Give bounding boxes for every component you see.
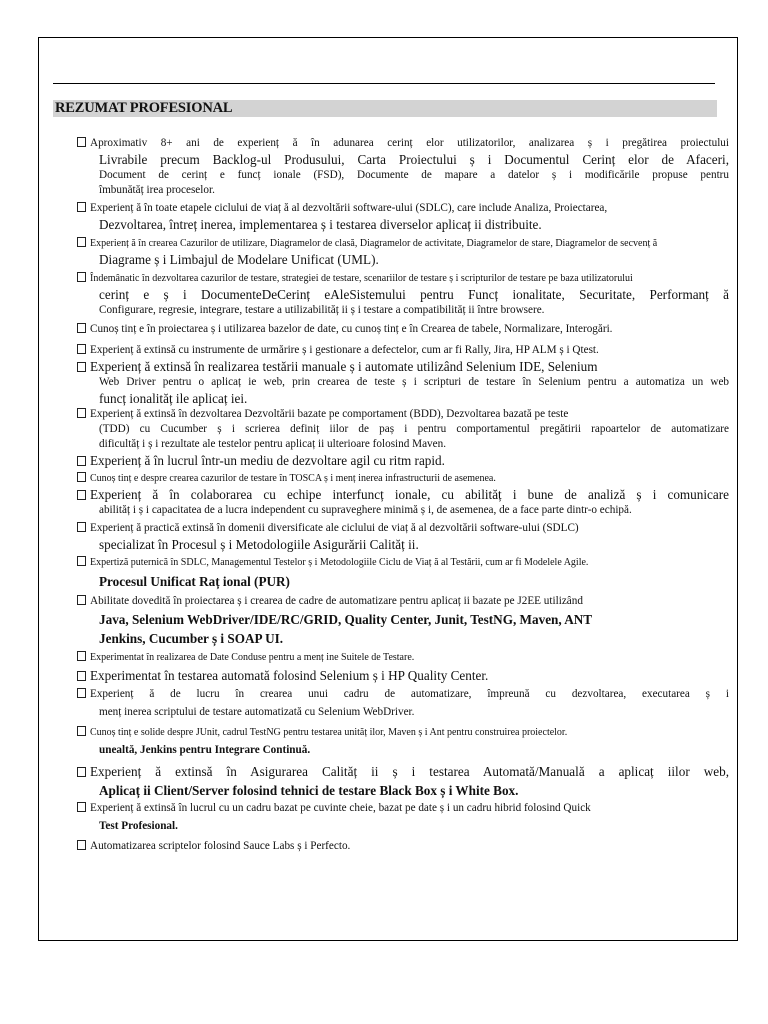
item-line: unealtă, Jenkins pentru Integrare Continuă. (99, 744, 311, 756)
item-line: dificultăț i ș i rezultate ale testelor pentru aplicaț ii ulterioare folosind Maven. (99, 438, 446, 450)
item-line: Diagrame ș i Limbajul de Modelare Unificat (UML). (99, 252, 379, 267)
item-line: Experimentat în realizarea de Date Conduse pentru a menț ine Suitele de Testare. (90, 652, 415, 663)
empty-box-icon (77, 237, 86, 247)
item-line: Experienț ă în colaborarea cu echipe interfuncț ionale, cu abilităț i bune de analiză ș i comunicare (90, 487, 729, 502)
empty-box-icon (77, 671, 86, 681)
item-line: funcț ionalităț ile aplicaț iei. (99, 391, 248, 406)
empty-box-icon (77, 362, 86, 372)
item-line: Procesul Unificat Raț ional (PUR) (99, 574, 290, 589)
list-item (77, 839, 729, 854)
empty-box-icon (77, 840, 86, 850)
empty-box-icon (77, 272, 86, 282)
list-item (77, 136, 729, 198)
empty-box-icon (77, 202, 86, 212)
empty-box-icon (77, 344, 86, 354)
empty-box-icon (77, 595, 86, 605)
empty-box-icon (77, 323, 86, 333)
item-line: (TDD) cu Cucumber ș i scrierea definiț iilor de paș i pentru comportamentul pregătirii rapoartelor de automatizare (99, 423, 729, 435)
item-line: Aplicaț ii Client/Server folosind tehnici de testare Black Box ș i White Box. (99, 783, 519, 798)
item-line: Experimentat în testarea automată folosind Selenium ș i HP Quality Center. (90, 668, 489, 683)
item-line: Experienț ă extinsă în realizarea testării manuale ș i automate utilizând Selenium IDE, Selenium (90, 359, 598, 374)
item-line: Document de cerinț e funcț ionale (FSD), Documente de mapare a datelor ș i modificările propuse pentru (99, 169, 729, 181)
item-line: abilităț i ș i capacitatea de a lucra independent cu supraveghere minimă ș i, de asemenea, de a face parte dintr-o echipă. (99, 504, 632, 516)
list-item (77, 407, 729, 452)
empty-box-icon (77, 726, 86, 736)
list-item (77, 343, 729, 358)
empty-box-icon (77, 456, 86, 466)
empty-box-icon (77, 688, 86, 698)
list-item (77, 801, 729, 837)
item-line: Experienț ă extinsă în dezvoltarea Dezvoltării bazate pe comportament (BDD), Dezvoltarea bazată pe teste (90, 408, 569, 420)
list-item (77, 322, 729, 337)
item-line: îmbunătăț irea proceselor. (99, 184, 215, 196)
item-line: Dezvoltarea, întreț inerea, implementarea ș i testarea diverselor aplicaț ii distribuite. (99, 217, 542, 232)
item-line: Expertiză puternică în SDLC, Managementul Testelor ș i Metodologiile Ciclu de Viaț ă al Testării, cum ar fi Modelele Agile. (90, 557, 589, 568)
empty-box-icon (77, 472, 86, 482)
item-line: Experienț ă practică extinsă în domenii diversificate ale ciclului de viaț ă al dezvoltării software-ului (SDLC) (90, 522, 579, 534)
list-item (77, 471, 729, 486)
item-line: Automatizarea scriptelor folosind Sauce Labs ș i Perfecto. (90, 840, 351, 852)
list-item (77, 521, 729, 553)
empty-box-icon (77, 802, 86, 812)
list-item (77, 452, 729, 469)
item-line: Îndemânatic în dezvoltarea cazurilor de testare, strategiei de testare, scenariilor de testare ș i scripturilor de testare pe baza utilizatorului (90, 273, 633, 284)
item-line: Jenkins, Cucumber ș i SOAP UI. (99, 631, 284, 646)
list-item (77, 763, 729, 801)
item-line: Java, Selenium WebDriver/IDE/RC/GRID, Quality Center, Junit, TestNG, Maven, ANT (99, 612, 593, 627)
list-item (77, 555, 729, 590)
empty-box-icon (77, 767, 86, 777)
item-line: Experienț ă extinsă în Asigurarea Calităț ii ș i testarea Automată/Manuală a aplicaț iilor web, (90, 764, 729, 779)
empty-box-icon (77, 490, 86, 500)
list-item (77, 271, 729, 318)
list-item (77, 650, 729, 665)
item-line: Abilitate dovedită în proiectarea ș i crearea de cadre de automatizare pentru aplicaț ii bazate pe J2EE utilizând (90, 595, 583, 607)
empty-box-icon (77, 522, 86, 532)
list-item (77, 486, 729, 518)
item-line: Aproximativ 8+ ani de experienț ă în adunarea cerinț elor utilizatorilor, analizarea ș i pregătirea proiectului (90, 137, 729, 149)
item-line: Cunoș tinț e în proiectarea ș i utilizarea bazelor de date, cu cunoș tinț e în Crearea de tabele, Normalizare, Interogări. (90, 323, 613, 335)
list-item (77, 667, 729, 684)
empty-box-icon (77, 408, 86, 418)
list-item (77, 687, 729, 722)
item-line: Livrabile precum Backlog-ul Produsului, Carta Proiectului ș i Documentul Cerinț elor de Afaceri, (99, 152, 729, 167)
list-item (77, 358, 729, 407)
item-line: Experienț ă în lucrul într-un mediu de dezvoltare agil cu ritm rapid. (90, 453, 445, 468)
empty-box-icon (77, 651, 86, 661)
list-item (77, 594, 729, 647)
horizontal-rule (53, 83, 715, 84)
item-line: Configurare, regresie, integrare, testare a utilizabilităț ii ș i testare a compatibilităț ii între browsere. (99, 304, 545, 316)
section-heading: REZUMAT PROFESIONAL (55, 100, 233, 116)
item-line: Experienț ă în toate etapele ciclului de viaț ă al dezvoltării software-ului (SDLC), care include Analiza, Proiectarea, (90, 202, 608, 214)
item-line: specializat în Procesul ș i Metodologiile Asigurării Calităț ii. (99, 537, 419, 552)
list-item (77, 201, 729, 233)
item-line: Experienț ă în crearea Cazurilor de utilizare, Diagramelor de clasă, Diagramelor de activitate, Diagramelor de stare, Diagramelor de secvenț ă (90, 238, 658, 249)
item-line: Experienț ă de lucru în crearea unui cadru de automatizare, împreună cu dezvoltarea, executarea ș i (90, 688, 729, 700)
item-line: Experienț ă extinsă cu instrumente de urmărire ș i gestionare a defectelor, cum ar fi Rally, Jira, HP ALM ș i Qtest. (90, 344, 599, 356)
document-page (38, 37, 738, 941)
empty-box-icon (77, 556, 86, 566)
item-line: Experienț ă extinsă în lucrul cu un cadru bazat pe cuvinte cheie, bazat pe date ș i un cadru hibrid folosind Quick (90, 802, 591, 814)
list-item (77, 725, 729, 761)
section-heading-bar (53, 100, 717, 117)
bullet-list (77, 136, 729, 854)
item-line: Web Driver pentru o aplicaț ie web, prin crearea de teste ș i scripturi de testare în Selenium pentru a automatiza un web (99, 376, 729, 388)
item-line: menț inerea scriptului de testare automatizată cu Selenium WebDriver. (99, 706, 415, 718)
item-line: Cunoș tinț e solide despre JUnit, cadrul TestNG pentru testarea unităț ilor, Maven ș i Ant pentru construirea proiectelor. (90, 727, 568, 738)
list-item (77, 236, 729, 268)
item-line: cerinț e ș i DocumenteDeCerinț eAleSistemului pentru Funcț ionalitate, Securitate, Performanț ă (99, 287, 729, 302)
item-line: Test Profesional. (99, 820, 178, 832)
item-line: Cunoș tinț e despre crearea cazurilor de testare în TOSCA ș i menț inerea infrastructurii de asemenea. (90, 473, 496, 484)
empty-box-icon (77, 137, 86, 147)
